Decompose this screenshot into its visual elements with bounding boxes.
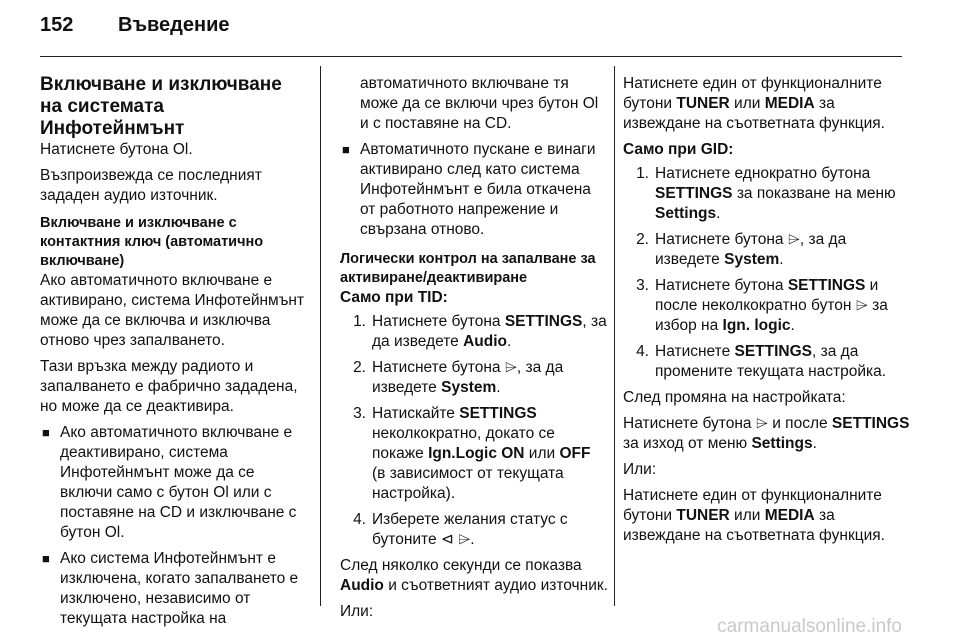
watermark: carmanualsonline.info — [717, 616, 902, 637]
header-rule — [40, 56, 902, 57]
paragraph: Или: — [340, 603, 374, 620]
bullet-item: ■ Ако автоматичното включване е деактивирано, система Инфотейнмънт може да се включи само с бутон Ol или с поставяне на CD и изключване с бутон Ol. — [42, 424, 297, 541]
paragraph: Натиснете един от функционалните бутони TUNER или MEDIA за извеждане на съответната функция. — [623, 487, 885, 544]
column-2 — [340, 66, 608, 628]
paragraph: Възпроизвежда се последният зададен аудио източник. — [40, 167, 262, 204]
column-divider-2 — [614, 66, 615, 606]
bullet-continuation: автоматичното включване тя може да се включи чрез бутон Ol и с поставяне на CD. — [360, 75, 599, 132]
page-header — [40, 14, 230, 48]
bullet-square-icon: ■ — [42, 551, 50, 566]
paragraph: След промяна на настройката: — [623, 389, 846, 406]
paragraph: Натиснете бутона ⌲ и после SETTINGS за изход от меню Settings. — [623, 415, 910, 452]
step-item: 4. Изберете желания статус с бутоните ⊲ ⌲. — [353, 511, 568, 548]
step-item: 3. Натиснете бутона SETTINGS и после неколкократно бутон ⌲ за избор на Ign. logic. — [636, 277, 888, 334]
paragraph: След няколко секунди се показва Audio и съответният аудио източник. — [340, 557, 608, 594]
bullet-item: ■ Ако система Инфотейнмънт е изключена, когато запалването е изключено, независимо от текущата настройка на — [42, 550, 299, 627]
subsection-heading: Логически контрол на запалване за активиране/деактивиране — [340, 251, 596, 286]
paragraph: Ако автоматичното включване е активирано, система Инфотейнмънт може да се включва и изключва отново чрез запалването. — [40, 272, 305, 349]
bullet-square-icon: ■ — [42, 425, 50, 440]
tid-label: Само при TID: — [340, 289, 448, 306]
step-item: 2. Натиснете бутона ⌲, за да изведете System. — [636, 231, 847, 268]
column-divider-1 — [320, 66, 321, 606]
paragraph: Натиснете бутона Ol. — [40, 141, 193, 158]
step-item: 4. Натиснете SETTINGS, за да промените текущата настройка. — [636, 343, 887, 380]
page-number: 152 — [40, 14, 74, 36]
step-item: 1. Натиснете еднократно бутона SETTINGS за показване на меню Settings. — [636, 165, 896, 222]
paragraph: Или: — [623, 461, 657, 478]
paragraph: Тази връзка между радиото и запалването е фабрично зададена, но може да се деактивира. — [40, 358, 298, 415]
subsection-heading: Включване и изключване с контактния ключ (автоматично включване) — [40, 215, 264, 269]
bullet-square-icon: ■ — [342, 142, 350, 157]
bullet-item: ■ Автоматичното пускане е винаги активирано след като система Инфотейнмънт е била откачена от работното напрежение и свързана отново. — [342, 141, 596, 238]
step-item: 3. Натискайте SETTINGS неколкократно, докато се покаже Ign.Logic ON или OFF (в зависимост от текущата настройка). — [353, 405, 591, 502]
step-item: 2. Натиснете бутона ⌲, за да изведете System. — [353, 359, 564, 396]
gid-label: Само при GID: — [623, 141, 734, 158]
column-3 — [623, 66, 915, 552]
chapter-title: Въведение — [118, 14, 230, 36]
paragraph: Натиснете един от функционалните бутони TUNER или MEDIA за извеждане на съответната функция. — [623, 75, 885, 132]
section-heading: Включване и изключване на системата Инфотейнмънт — [40, 74, 282, 139]
step-item: 1. Натиснете бутона SETTINGS, за да изведете Audio. — [353, 313, 607, 350]
column-1 — [40, 66, 306, 635]
